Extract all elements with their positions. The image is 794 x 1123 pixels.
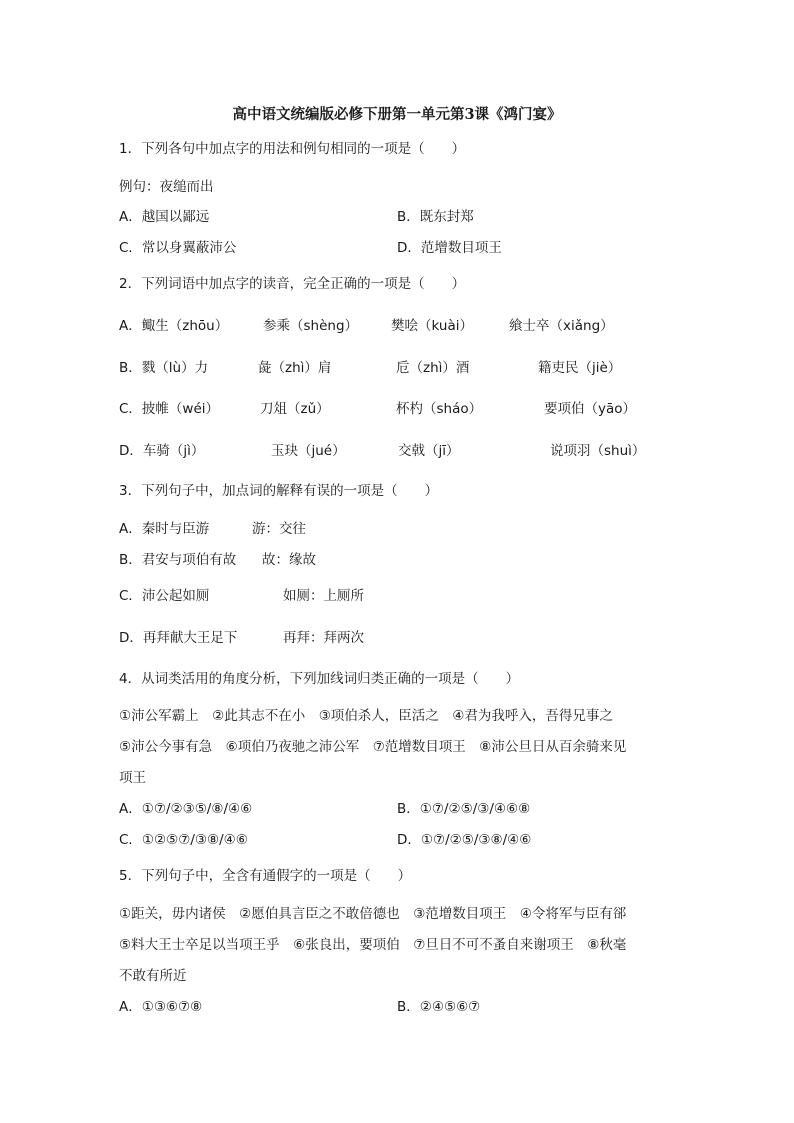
question-2-option-b-item-4: 籍吏民（jiè） [538, 360, 622, 376]
question-5-sentences-line-1: ①距关，毋内诸侯 ②愿伯具言臣之不敢倍德也 ③范增数目项王 ④令将军与臣有郤 [119, 906, 627, 922]
question-1-stem: 1．下列各句中加点字的用法和例句相同的一项是（ ） [119, 141, 466, 157]
question-2-option-b: B．戮（lù）力 [119, 360, 209, 376]
question-5-sentences-line-3: 不敢有所近 [119, 968, 187, 984]
question-4-option-c: C．①②⑤⑦/③⑧/④⑥ [119, 832, 248, 848]
question-4-sentences-line-1: ①沛公军霸上 ②此其志不在小 ③项伯杀人，臣活之 ④君为我呼入，吾得兄事之 [119, 708, 613, 724]
question-3-option-d-gloss: 再拜：拜两次 [283, 630, 364, 646]
question-2-option-b-item-3: 卮（zhì）酒 [396, 360, 470, 376]
question-1-option-b: B．既东封郑 [397, 209, 474, 225]
question-4-option-a: A．①⑦/②③⑤/⑧/④⑥ [119, 801, 253, 817]
question-5-option-b: B．②④⑤⑥⑦ [397, 999, 481, 1015]
question-5-sentences-line-2: ⑤料大王士卒足以当项王乎 ⑥张良出，要项伯 ⑦旦日不可不蚤自来谢项王 ⑧秋毫 [119, 937, 627, 953]
question-2-option-d-item-4: 说项羽（shuì） [550, 443, 646, 459]
question-5-stem: 5．下列句子中，全含有通假字的一项是（ ） [119, 868, 412, 884]
question-2-option-c-item-2: 刀俎（zǔ） [260, 401, 330, 417]
document-title: 高中语文统编版必修下册第一单元第3课《鸿门宴》 [232, 106, 562, 123]
question-3-option-c-gloss: 如厕：上厕所 [283, 588, 364, 604]
question-1-option-a: A．越国以鄙远 [119, 209, 210, 225]
question-2-option-a-item-2: 参乘（shèng） [263, 318, 359, 334]
question-2-option-c-item-4: 要项伯（yāo） [544, 401, 637, 417]
question-1-option-c: C．常以身翼蔽沛公 [119, 240, 237, 256]
question-1-option-d: D．范增数目项王 [397, 240, 502, 256]
question-2-option-b-item-2: 彘（zhì）肩 [258, 360, 332, 376]
question-2-option-c-item-3: 杯杓（sháo） [396, 401, 483, 417]
question-2-option-d: D．车骑（jì） [119, 443, 205, 459]
question-3-option-b: B．君安与项伯有故 [119, 552, 237, 568]
question-2-option-c: C．披帷（wéi） [119, 401, 220, 417]
question-3-option-a-gloss: 游：交往 [252, 521, 306, 537]
question-4-option-b: B．①⑦/②⑤/③/④⑥⑧ [397, 801, 531, 817]
question-2-stem: 2．下列词语中加点字的读音，完全正确的一项是（ ） [119, 276, 466, 292]
question-4-sentences-line-2: ⑤沛公今事有急 ⑥项伯乃夜驰之沛公军 ⑦范增数目项王 ⑧沛公旦日从百余骑来见 [119, 739, 627, 755]
question-3-option-c: C．沛公起如厕 [119, 588, 210, 604]
question-2-option-d-item-2: 玉玦（jué） [271, 443, 346, 459]
question-4-stem: 4．从词类活用的角度分析，下列加线词归类正确的一项是（ ） [119, 671, 520, 687]
question-3-option-b-gloss: 故：缘故 [262, 552, 316, 568]
question-3-stem: 3．下列句子中，加点词的解释有误的一项是（ ） [119, 483, 439, 499]
question-3-option-a: A．秦时与臣游 [119, 521, 210, 537]
question-5-option-a: A．①③⑥⑦⑧ [119, 999, 203, 1015]
question-4-sentences-line-3: 项王 [119, 770, 146, 786]
question-3-option-d: D．再拜献大王足下 [119, 630, 238, 646]
question-2-option-a-item-3: 樊哙（kuài） [391, 318, 473, 334]
question-2-option-a-item-4: 飨士卒（xiǎng） [509, 318, 614, 334]
question-1-example: 例句：夜缒而出 [119, 179, 214, 195]
question-2-option-a: A．鲰生（zhōu） [119, 318, 229, 334]
question-4-option-d: D．①⑦/②⑤/③⑧/④⑥ [397, 832, 532, 848]
question-2-option-d-item-3: 交戟（jī） [398, 443, 460, 459]
